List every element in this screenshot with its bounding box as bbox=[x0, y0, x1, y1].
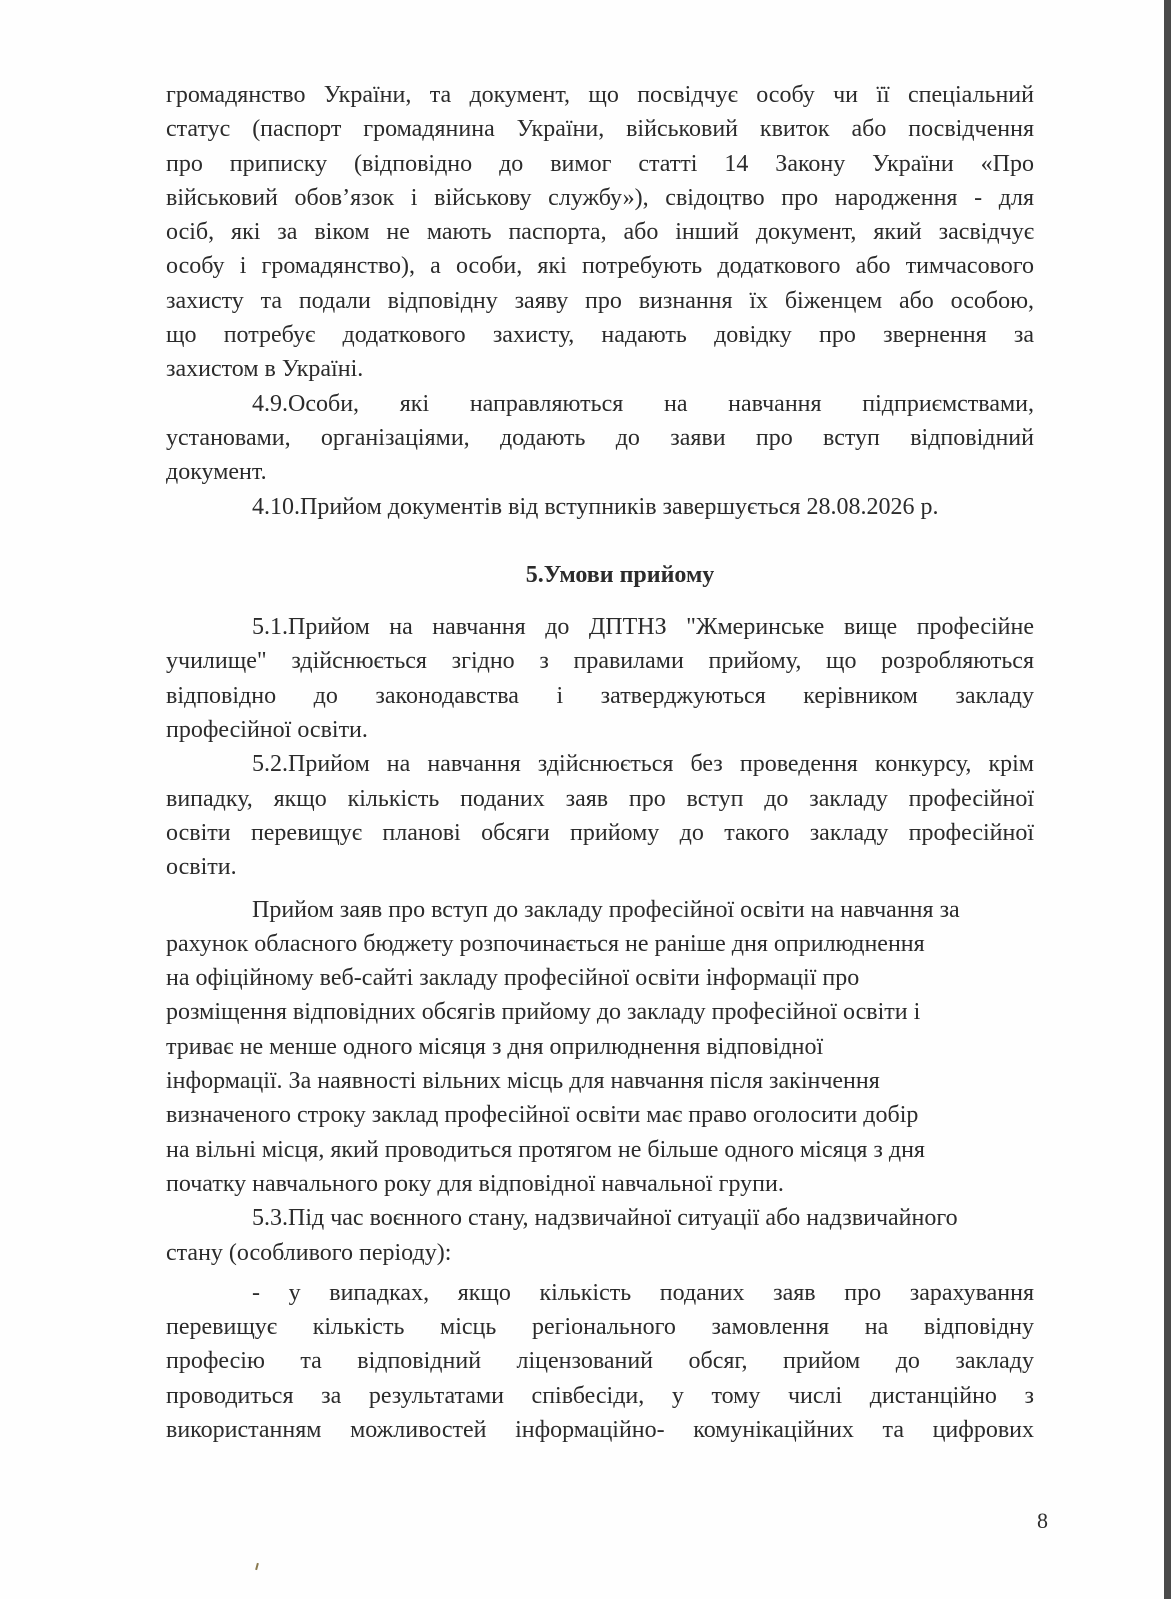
text-line: освіти перевищує планові обсяги прийому до такого закладу професійної bbox=[166, 819, 1034, 846]
paragraph-5-3 bbox=[166, 1201, 1034, 1270]
text-line: проводиться за результатами співбесіди, у тому числі дистанційно з bbox=[166, 1382, 1034, 1409]
text-line: про приписку (відповідно до вимог статті 14 Закону України «Про bbox=[166, 150, 1034, 177]
scan-edge-shadow bbox=[1164, 0, 1171, 1599]
text-line: випадку, якщо кількість поданих заяв про вступ до закладу професійної bbox=[166, 785, 1034, 812]
text-line: стану (особливого періоду): bbox=[166, 1239, 452, 1266]
text-line: професійної освіти. bbox=[166, 717, 368, 744]
text-line: 5.2.Прийом на навчання здійснюється без проведення конкурсу, крім bbox=[252, 751, 1034, 778]
text-line: громадянство України, та документ, що посвідчує особу чи її спеціальний bbox=[166, 82, 1034, 108]
paragraph-4-10 bbox=[166, 490, 1034, 524]
text-line: документ. bbox=[166, 459, 267, 486]
text-line: захистом в Україні. bbox=[166, 356, 364, 383]
text-line: використанням можливостей інформаційно- комунікаційних та цифрових bbox=[166, 1416, 1034, 1443]
text-line: військовий обов’язок і військову службу»), свідоцтво про народження - для bbox=[166, 184, 1034, 211]
text-line: Прийом заяв про вступ до закладу професійної освіти на навчання за bbox=[252, 896, 960, 923]
text-line: установами, організаціями, додають до заяви про вступ відповідний bbox=[166, 424, 1034, 451]
text-line: освіти. bbox=[166, 854, 237, 881]
text-line: особу і громадянство), а особи, які потребують додаткового або тимчасового bbox=[166, 253, 1034, 280]
text-line: 4.10.Прийом документів від вступників завершується 28.08.2026 р. bbox=[252, 493, 939, 520]
paragraph-5-2 bbox=[166, 747, 1034, 884]
text-line: рахунок обласного бюджету розпочинається не раніше дня оприлюднення bbox=[166, 930, 925, 957]
paragraph-5-1 bbox=[166, 610, 1034, 747]
text-line: що потребує додаткового захисту, надають довідку про звернення за bbox=[166, 322, 1034, 349]
text-line: захисту та подали відповідну заяву про визнання їх біженцем або особою, bbox=[166, 287, 1034, 314]
text-line: статус (паспорт громадянина України, військовий квиток або посвідчення bbox=[166, 116, 1034, 143]
text-line: перевищує кількість місць регіонального замовлення на відповідну bbox=[166, 1314, 1034, 1341]
text-line: визначеного строку заклад професійної освіти має право оголосити добір bbox=[166, 1102, 919, 1129]
text-line: 4.9.Особи, які направляються на навчання підприємствами, bbox=[252, 390, 1034, 417]
text-line: - у випадках, якщо кількість поданих заяв про зарахування bbox=[252, 1279, 1034, 1306]
text-line: початку навчального року для відповідної навчальної групи. bbox=[166, 1170, 784, 1197]
text-line: училище" здійснюється згідно з правилами прийому, що розробляються bbox=[166, 648, 1034, 675]
paragraph-identity-documents bbox=[166, 78, 1034, 387]
scan-speck bbox=[255, 1563, 259, 1570]
text-line: осіб, які за віком не мають паспорта, або інший документ, який засвідчує bbox=[166, 219, 1034, 246]
paragraph-application-period bbox=[166, 893, 1034, 1202]
text-line: 5.1.Прийом на навчання до ДПТНЗ "Жмеринське вище професійне bbox=[252, 614, 1034, 641]
page-number: 8 bbox=[1037, 1508, 1048, 1533]
text-line: триває не менше одного місяця з дня оприлюднення відповідної bbox=[166, 1033, 824, 1060]
text-line: відповідно до законодавства і затверджуються керівником закладу bbox=[166, 682, 1034, 709]
paragraph-5-3-item bbox=[166, 1276, 1034, 1447]
text-line: інформації. За наявності вільних місць для навчання після закінчення bbox=[166, 1068, 880, 1095]
section-heading: 5.Умови прийому bbox=[525, 561, 715, 588]
text-line: розміщення відповідних обсягів прийому до закладу професійної освіти і bbox=[166, 999, 921, 1026]
document-body bbox=[166, 78, 1034, 1447]
text-line: 5.3.Під час воєнного стану, надзвичайної ситуації або надзвичайного bbox=[252, 1205, 958, 1232]
paragraph-4-9 bbox=[166, 387, 1034, 490]
text-line: на офіційному веб-сайті закладу професійної освіти інформації про bbox=[166, 965, 860, 992]
text-line: професію та відповідний ліцензований обсяг, прийом до закладу bbox=[166, 1348, 1034, 1375]
text-line: на вільні місця, який проводиться протягом не більше одного місяця з дня bbox=[166, 1136, 925, 1163]
